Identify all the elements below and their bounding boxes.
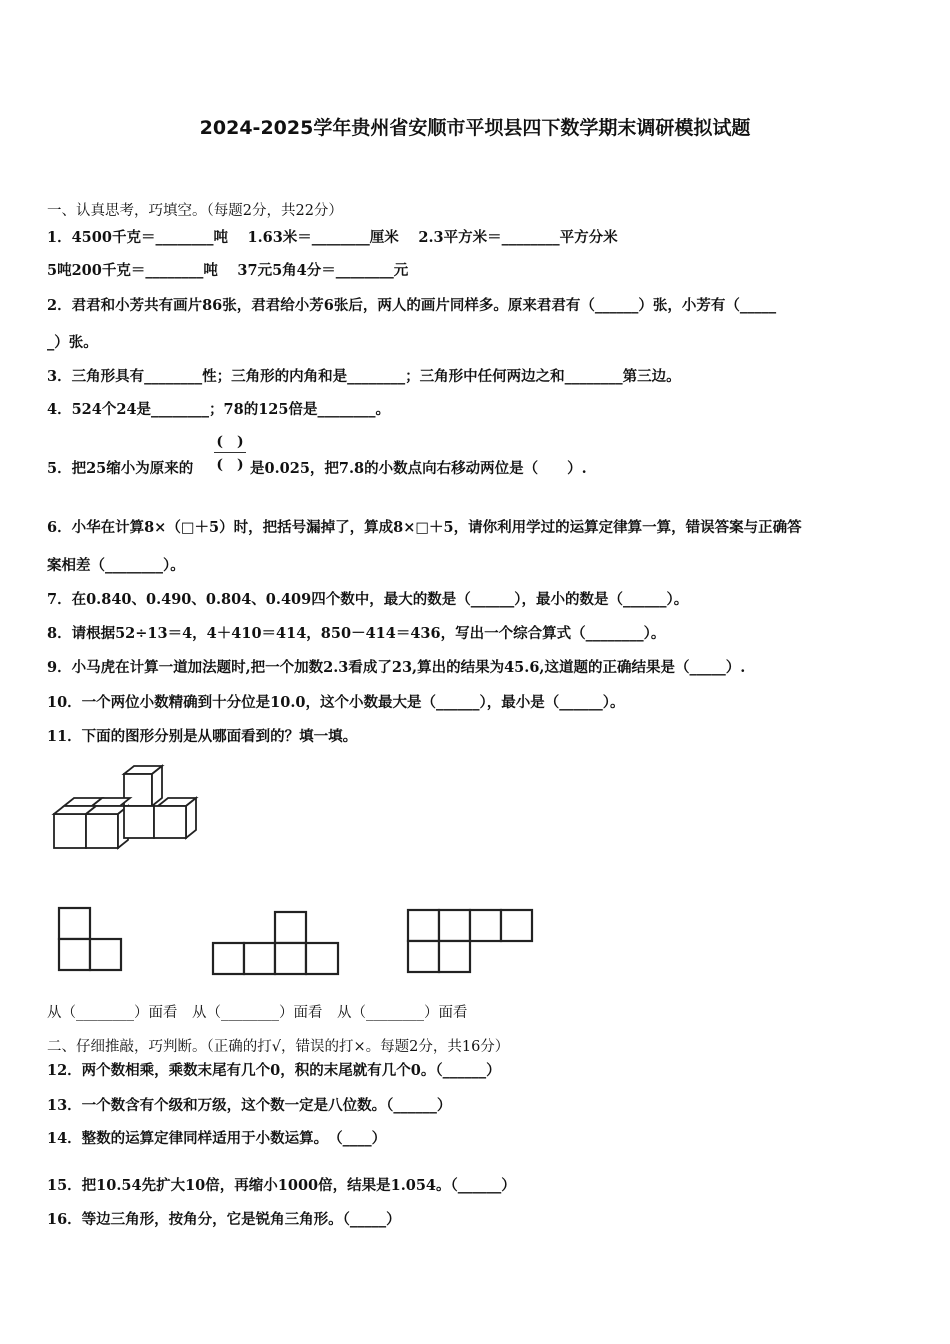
view-2-figure: [213, 912, 338, 974]
question-3: 3．三角形具有________性；三角形的内角和是________；三角形中任何两边之和________第三边。: [47, 368, 681, 385]
section-1-heading: 一、认真思考，巧填空。（每题2分，共22分）: [47, 203, 343, 219]
question-5-suffix: 是0.025，把7.8的小数点向右移动两位是（ ）.: [250, 460, 587, 477]
question-6-line-1: 6．小华在计算8×（□＋5）时，把括号漏掉了，算成8×□＋5，请你利用学过的运算定律算一算，错误答案与正确答: [47, 519, 802, 536]
question-11-answers: 从（________）面看 从（________）面看 从（________）面看: [47, 1005, 468, 1021]
question-15: 15．把10.54先扩大10倍，再缩小1000倍，结果是1.054。（______）: [47, 1177, 516, 1194]
question-8: 8．请根据52÷13＝4，4＋410＝414，850－414＝436，写出一个综合算式（________）。: [47, 625, 666, 642]
fraction-numerator: ( ): [214, 434, 246, 453]
question-10: 10．一个两位小数精确到十分位是10.0，这个小数最大是（______），最小是（______）。: [47, 694, 625, 711]
question-14: 14．整数的运算定律同样适用于小数运算。 （____）: [47, 1130, 387, 1147]
question-1-line-2: 5吨200千克＝________吨 37元5角4分＝________元: [47, 262, 409, 279]
page-title: 2024-2025学年贵州省安顺市平坝县四下数学期末调研模拟试题: [199, 117, 751, 139]
section-2-heading: 二、仔细推敲，巧判断。（正确的打√，错误的打×。每题2分，共16分）: [47, 1039, 510, 1055]
question-11: 11．下面的图形分别是从哪面看到的？填一填。: [47, 728, 358, 745]
view-1-figure: [59, 908, 121, 970]
question-2-line-2: _）张。: [47, 334, 98, 351]
view-3-figure: [408, 910, 532, 972]
question-13: 13．一个数含有个级和万级，这个数一定是八位数。（______）: [47, 1097, 452, 1114]
question-4: 4．524个24是________；78的125倍是________。: [47, 401, 390, 418]
question-5-prefix: 5．把25缩小为原来的: [47, 460, 194, 477]
question-7: 7．在0.840、0.490、0.804、0.409四个数中，最大的数是（______），最小的数是（______）。: [47, 591, 689, 608]
question-6-line-2: 案相差（________）。: [47, 557, 185, 574]
question-12: 12．两个数相乘，乘数末尾有几个0，积的末尾就有几个0。（______）: [47, 1062, 501, 1079]
cube-arrangement-3d: [54, 766, 196, 848]
question-9: 9．小马虎在计算一道加法题时,把一个加数2.3看成了23,算出的结果为45.6,这道题的正确结果是（_____）.: [47, 659, 746, 676]
question-1-line-1: 1．4500千克＝________吨 1.63米＝________厘米 2.3平方米＝________平方分米: [47, 229, 618, 246]
question-2-line-1: 2．君君和小芳共有画片86张，君君给小芳6张后，两人的画片同样多。原来君君有（______）张，小芳有（_____: [47, 297, 777, 314]
fraction-denominator: ( ): [216, 457, 244, 473]
question-16: 16．等边三角形，按角分，它是锐角三角形。（_____）: [47, 1211, 401, 1228]
